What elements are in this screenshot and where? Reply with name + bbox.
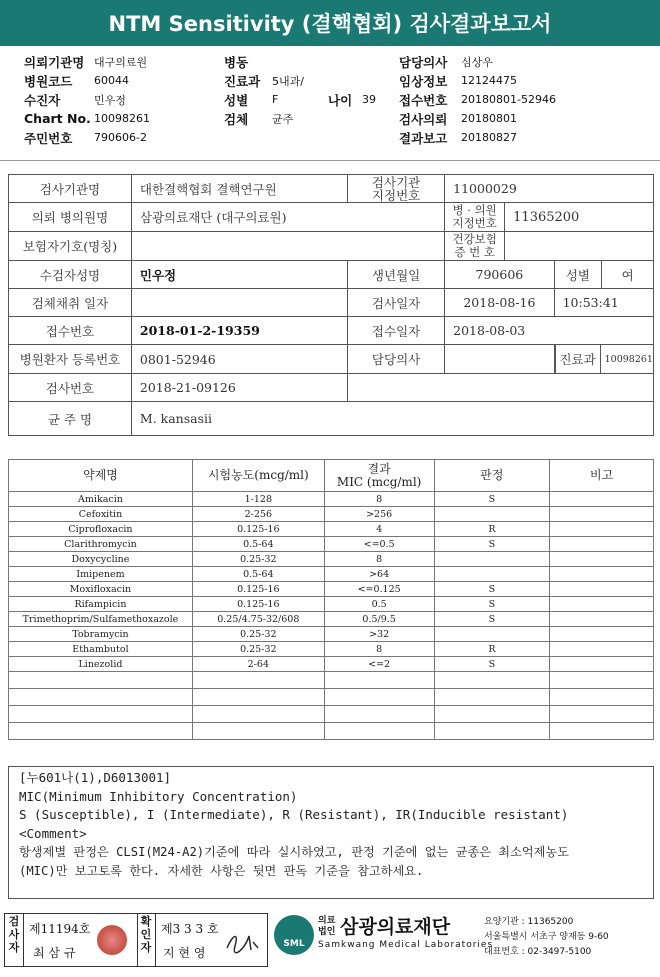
table-row: Moxifloxacin 0.125-16 <=0.125 S — [9, 582, 654, 597]
tester-name: 최 삼 규 — [33, 946, 76, 960]
table-row: Clarithromycin 0.5-64 <=0.5 S — [9, 537, 654, 552]
confirm-signature — [223, 928, 261, 956]
table-row: Amikacin 1-128 8 S — [9, 492, 654, 507]
report-title: NTM Sensitivity (결핵협회) 검사결과보고서 — [0, 0, 660, 46]
sml-logo: SML — [274, 915, 314, 955]
tester-no: 제11194호 — [29, 922, 91, 936]
confirm-label: 확인자 — [140, 915, 152, 954]
table-row: Tobramycin 0.25-32 >32 — [9, 627, 654, 642]
header-divider — [0, 160, 660, 161]
table-row: Ciprofloxacin 0.125-16 4 R — [9, 522, 654, 537]
table-row: Doxycycline 0.25-32 8 — [9, 552, 654, 567]
table-row: Linezolid 2-64 <=2 S — [9, 657, 654, 672]
report-footer: 검사자 제11194호 최 삼 규 확인자 제3 3 3 호 지 현 영 SML 의료 법인 삼광의료재단 Samkwang Medical Laboratories 요양기관 : 11365200 서울특별시 서초구 양재동 9-60 대표번호 : 02-3497-5100 — [0, 910, 660, 977]
confirm-name: 지 현 영 — [163, 946, 206, 960]
table-row-empty — [9, 723, 654, 740]
report-header: 의뢰기관명 대구의료원 병동 담당의사 심상우 병원코드 60044 진료과 5내과/ 임상정보 12124475 수진자 민우정 성별 F 나이 39 접수번호 20180801-52946 Chart No. 10098261 검체 균주 검사의뢰 20180801 주민번호 790606-2 결과보고 20180827 — [24, 54, 556, 146]
tester-seal — [97, 925, 127, 955]
lab-info-table: 검사기관명 대한결핵협회 결핵연구원 검사기관 지정번호 11000029 의뢰 병의원명 삼광의료재단 (대구의료원) 병 · 의원 지정번호 11365200 보험자기호(명칭) 건강보험 증 번 호 수검자성명 민우정 생년월일 790606 성별 여 검체채취 일자 검사일자 2018-08-16 10:53:41 접수번호 2018-01-2-19359 접수일자 2018-08-03 병원환자 등록번호 0801-52946 담당의사 진료과 10098261 검사번호 2018-21-09126 균 주 명 M. kansasii — [8, 174, 654, 436]
comment-box: [누601나(1),D6013001] MIC(Minimum Inhibitory Concentration) S (Susceptible), I (Intermediate), R (Resistant), IR(Inducible resistant) <Comment> 항생제별 판정은 CLSI(M24-A2)기준에 따라 실시하였고, 판정 기준에 없는 균종은 최소억제농도 (MIC)만 보고토록 한다. 자세한 사항은 뒷면 판독 기준을 참고하세요. — [8, 766, 654, 899]
drug-sensitivity-table: 약제명 시험농도(mcg/ml) 결과 MIC (mcg/ml) 판정 비고 Amikacin 1-128 8 S Cefoxitin 2-256 >256 Ciprofloxacin 0.125-16 4 R Clarithromycin 0.5-64 <=0.5 S Doxycycline 0.25-32 8 Imipenem 0.5-64 >64 Moxifloxacin 0.125-16 <=0.125 S Rifampicin 0.125-16 0.5 S Trimethoprim/Sulfamethoxazole 0.25/4.75-32/608 0.5/9.5 S Tobramycin 0.25-32 >32 Ethambutol 0.25-32 8 R Linezolid 2-64 <=2 S — [8, 459, 654, 740]
tester-label: 검사자 — [8, 915, 20, 954]
foundation-contact: 요양기관 : 11365200 서울특별시 서초구 양재동 9-60 대표번호 : 02-3497-5100 — [484, 917, 609, 957]
foundation-name: 삼광의료재단 — [340, 916, 451, 938]
table-row: Rifampicin 0.125-16 0.5 S — [9, 597, 654, 612]
table-row-empty — [9, 706, 654, 723]
foundation-en: Samkwang Medical Laboratories — [318, 940, 494, 950]
table-row-empty — [9, 672, 654, 689]
table-row-empty — [9, 689, 654, 706]
confirm-no: 제3 3 3 호 — [161, 922, 219, 936]
table-row: Cefoxitin 2-256 >256 — [9, 507, 654, 522]
table-row: Imipenem 0.5-64 >64 — [9, 567, 654, 582]
table-row: Trimethoprim/Sulfamethoxazole 0.25/4.75-32/608 0.5/9.5 S — [9, 612, 654, 627]
signature-box — [4, 913, 268, 967]
table-row: Ethambutol 0.25-32 8 R — [9, 642, 654, 657]
